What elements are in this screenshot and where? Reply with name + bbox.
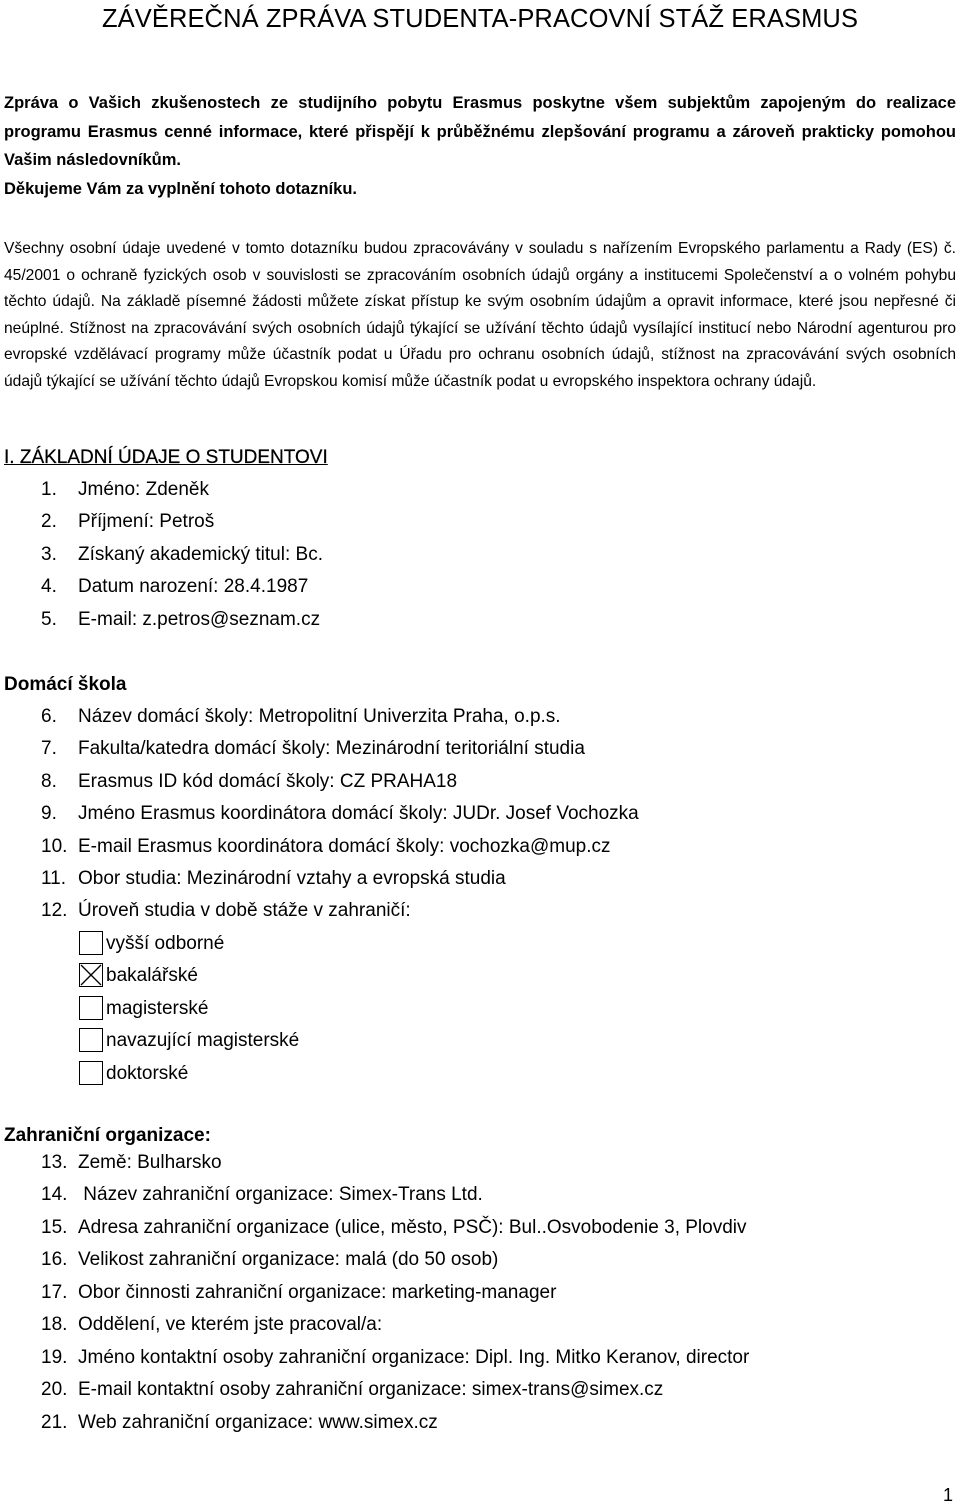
item-text: Datum narození: 28.4.1987 — [78, 576, 309, 597]
item-text: E-mail: z.petros@seznam.cz — [78, 609, 321, 630]
option-label: navazující magisterské — [106, 1030, 300, 1051]
item-text: Země: Bulharsko — [78, 1152, 222, 1173]
thanks-line: Děkujeme Vám za vyplnění tohoto dotazníku. — [4, 179, 357, 198]
field-contact-person — [41, 1346, 749, 1370]
item-text: Web zahraniční organizace: www.simex.cz — [78, 1412, 438, 1433]
item-text: Jméno: Zdeněk — [78, 479, 209, 500]
section-basic-info-heading: I. ZÁKLADNÍ ÚDAJE O STUDENTOVI — [4, 447, 328, 468]
privacy-notice: Všechny osobní údaje uvedené v tomto dotazníku budou zpracovávány v souladu s nařízením Evropského parlamentu a Rady (ES) č. 45/2001 o ochraně fyzických osob v souvislosti se zpracováním osobních údajů orgány a institucemi Společenství a o volném pohybu těchto údajů. Na základě písemné žádosti můžete získat přístup ke svým osobním údajům a opravit informace, které jsou nepřesné či neúplné. Stížnost na zpracovávání svých osobních údajů týkající se užívání těchto údajů vysílající institucí nebo Národní agenturou pro evropské vzdělávací programy může účastník podat u Úřadu pro ochranu osobních údajů, stížnost na zpracovávání svých osobních údajů týkající se užívání těchto údajů Evropskou komisí může účastník podat u evropského inspektora ochrany údajů. — [4, 240, 956, 390]
item-number: 16. — [41, 1249, 68, 1270]
field-academic-title — [41, 543, 323, 567]
item-text: Název domácí školy: Metropolitní Univerzita Praha, o.p.s. — [78, 706, 561, 727]
item-number: 6. — [41, 706, 57, 727]
field-study-field — [41, 867, 506, 891]
field-coordinator-email — [41, 835, 610, 859]
item-number: 8. — [41, 771, 57, 792]
intro-text — [4, 89, 956, 203]
study-level-option[interactable] — [79, 931, 224, 957]
option-label: bakalářské — [106, 965, 198, 986]
field-org-name — [41, 1183, 483, 1207]
option-label: doktorské — [106, 1063, 189, 1084]
field-study-level — [41, 899, 411, 923]
checkbox-unchecked-icon[interactable] — [79, 996, 103, 1020]
page-title: ZÁVĚREČNÁ ZPRÁVA STUDENTA-PRACOVNÍ STÁŽ ERASMUS — [101, 5, 859, 33]
field-birth-date — [41, 575, 308, 599]
field-coordinator-name — [41, 802, 639, 826]
study-level-option[interactable] — [79, 1061, 188, 1087]
item-number: 12. — [41, 900, 68, 921]
field-faculty — [41, 737, 585, 761]
item-number: 5. — [41, 609, 57, 630]
item-text: Jméno Erasmus koordinátora domácí školy: JUDr. Josef Vochozka — [78, 803, 639, 824]
item-number: 9. — [41, 803, 57, 824]
item-number: 2. — [41, 511, 57, 532]
field-org-address — [41, 1216, 747, 1240]
item-number: 7. — [41, 738, 57, 759]
item-number: 21. — [41, 1412, 68, 1433]
checkbox-unchecked-icon[interactable] — [79, 1028, 103, 1052]
item-number: 4. — [41, 576, 57, 597]
option-label: magisterské — [106, 998, 209, 1019]
item-number: 17. — [41, 1282, 68, 1303]
study-level-option[interactable] — [79, 963, 198, 989]
field-first-name — [41, 478, 209, 502]
item-text: Obor studia: Mezinárodní vztahy a evropská studia — [78, 868, 506, 889]
item-text: Erasmus ID kód domácí školy: CZ PRAHA18 — [78, 771, 458, 792]
item-text: Úroveň studia v době stáže v zahraničí: — [78, 900, 411, 921]
page-number: 1 — [942, 1485, 953, 1505]
item-text: E-mail kontaktní osoby zahraniční organizace: simex-trans@simex.cz — [78, 1379, 664, 1400]
item-number: 3. — [41, 544, 57, 565]
item-number: 14. — [41, 1184, 68, 1205]
study-level-option[interactable] — [79, 1028, 299, 1054]
field-org-size — [41, 1248, 498, 1272]
item-number: 19. — [41, 1347, 68, 1368]
field-contact-email — [41, 1378, 663, 1402]
field-country — [41, 1151, 222, 1175]
checkbox-checked-icon[interactable] — [79, 963, 103, 987]
checkbox-unchecked-icon[interactable] — [79, 1061, 103, 1085]
field-erasmus-id — [41, 770, 457, 794]
field-org-web — [41, 1411, 438, 1435]
item-text: Fakulta/katedra domácí školy: Mezinárodní teritoriální studia — [78, 738, 585, 759]
item-text: Jméno kontaktní osoby zahraniční organizace: Dipl. Ing. Mitko Keranov, director — [78, 1347, 750, 1368]
item-number: 15. — [41, 1217, 68, 1238]
option-label: vyšší odborné — [106, 933, 225, 954]
item-text: Příjmení: Petroš — [78, 511, 215, 532]
field-home-school-name — [41, 705, 561, 729]
item-number: 13. — [41, 1152, 68, 1173]
field-last-name — [41, 510, 214, 534]
item-number: 18. — [41, 1314, 68, 1335]
item-text: E-mail Erasmus koordinátora domácí školy: vochozka@mup.cz — [78, 836, 611, 857]
item-number: 10. — [41, 836, 68, 857]
foreign-organization-heading: Zahraniční organizace: — [4, 1125, 211, 1146]
study-level-option[interactable] — [79, 996, 208, 1022]
item-number: 11. — [41, 868, 67, 889]
item-text: Velikost zahraniční organizace: malá (do 50 osob) — [78, 1249, 499, 1270]
field-department — [41, 1313, 382, 1337]
item-text: Obor činnosti zahraniční organizace: marketing-manager — [78, 1282, 557, 1303]
item-number: 1. — [41, 479, 57, 500]
home-school-heading: Domácí škola — [4, 674, 127, 695]
item-number: 20. — [41, 1379, 68, 1400]
item-text: Oddělení, ve kterém jste pracoval/a: — [78, 1314, 383, 1335]
checkbox-unchecked-icon[interactable] — [79, 931, 103, 955]
field-org-activity — [41, 1281, 556, 1305]
intro-paragraph: Zpráva o Vašich zkušenostech ze studijního pobytu Erasmus poskytne všem subjektům zapojeným do realizace programu Erasmus cenné informace, které přispějí k průběžnému zlepšování programu a zároveň prakticky pomohou Vašim následovníkům. — [4, 94, 956, 169]
item-text: Získaný akademický titul: Bc. — [78, 544, 323, 565]
item-text: Adresa zahraniční organizace (ulice, město, PSČ): Bul..Osvobodenie 3, Plovdiv — [78, 1217, 747, 1238]
item-text: Název zahraniční organizace: Simex-Trans Ltd. — [78, 1184, 483, 1205]
field-email — [41, 608, 320, 632]
